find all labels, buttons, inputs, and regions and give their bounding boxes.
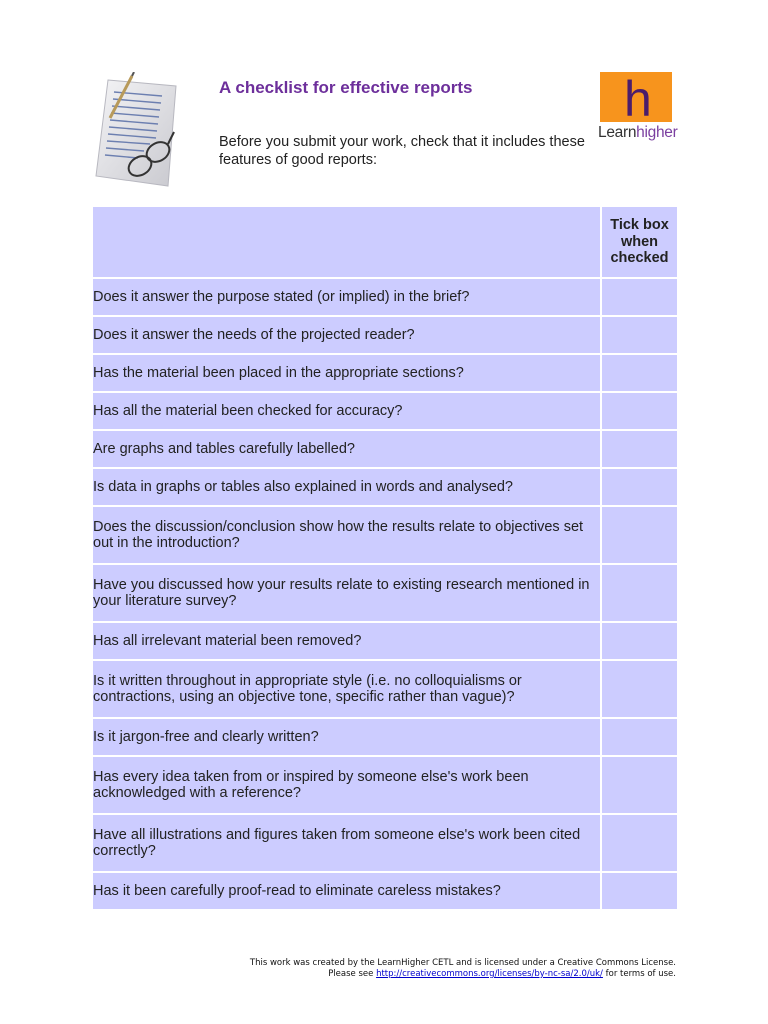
question-text: Have you discussed how your results relate to existing research mentioned in your literature survey?	[92, 564, 601, 622]
logo-box	[600, 72, 672, 122]
table-row	[92, 468, 678, 506]
logo-text-learn: Learn	[598, 124, 637, 141]
tick-box-header: Tick box when checked	[601, 206, 678, 278]
tick-box[interactable]	[601, 354, 678, 392]
tick-box[interactable]	[601, 756, 678, 814]
license-suffix: for terms of use.	[602, 969, 676, 979]
question-header-cell	[92, 206, 601, 278]
question-text: Is it jargon-free and clearly written?	[92, 718, 601, 756]
question-text: Are graphs and tables carefully labelled?	[92, 430, 601, 468]
checklist-paper-illustration	[88, 72, 200, 196]
table-row	[92, 756, 678, 814]
table-row	[92, 430, 678, 468]
logo-text-higher: higher	[636, 124, 678, 141]
tick-box[interactable]	[601, 872, 678, 910]
question-text: Has all the material been checked for accuracy?	[92, 392, 601, 430]
logo-wordmark	[598, 124, 677, 142]
tick-box[interactable]	[601, 660, 678, 718]
question-text: Does it answer the purpose stated (or implied) in the brief?	[92, 278, 601, 316]
learnhigher-logo	[598, 72, 678, 146]
tick-box[interactable]	[601, 506, 678, 564]
table-row	[92, 660, 678, 718]
intro-text: Before you submit your work, check that it includes these features of good reports:	[219, 134, 585, 168]
table-row	[92, 354, 678, 392]
license-link[interactable]: http://creativecommons.org/licenses/by-nc-sa/2.0/uk/	[376, 969, 603, 979]
table-row	[92, 392, 678, 430]
question-text: Has it been carefully proof-read to eliminate careless mistakes?	[92, 872, 601, 910]
question-text: Has every idea taken from or inspired by someone else's work been acknowledged with a reference?	[92, 756, 601, 814]
tick-box[interactable]	[601, 316, 678, 354]
logo-letter: h	[624, 72, 652, 122]
table-row	[92, 718, 678, 756]
tick-box[interactable]	[601, 430, 678, 468]
question-text: Have all illustrations and figures taken from someone else's work been cited correctly?	[92, 814, 601, 872]
license-line: This work was created by the LearnHigher CETL and is licensed under a Creative Commons License.	[249, 958, 676, 968]
page-title: A checklist for effective reports	[219, 78, 473, 97]
question-text: Is it written throughout in appropriate style (i.e. no colloquialisms or contractions, using an objective tone, specific rather than vague)?	[92, 660, 601, 718]
question-text: Has all irrelevant material been removed?	[92, 622, 601, 660]
question-text: Does the discussion/conclusion show how the results relate to objectives set out in the introduction?	[92, 506, 601, 564]
table-row	[92, 872, 678, 910]
tick-box[interactable]	[601, 564, 678, 622]
table-row	[92, 506, 678, 564]
tick-box[interactable]	[601, 278, 678, 316]
tick-box[interactable]	[601, 814, 678, 872]
question-text: Does it answer the needs of the projected reader?	[92, 316, 601, 354]
table-row	[92, 622, 678, 660]
license-line-2	[250, 969, 676, 980]
question-text: Is data in graphs or tables also explained in words and analysed?	[92, 468, 601, 506]
table-row	[92, 814, 678, 872]
table-row	[92, 564, 678, 622]
license-prefix: Please see	[328, 969, 377, 979]
tick-box[interactable]	[601, 622, 678, 660]
table-row	[92, 278, 678, 316]
table-row	[92, 316, 678, 354]
license-footer	[250, 958, 676, 980]
tick-box[interactable]	[601, 718, 678, 756]
question-text: Has the material been placed in the appropriate sections?	[92, 354, 601, 392]
tick-box[interactable]	[601, 392, 678, 430]
checklist-table	[91, 205, 679, 911]
tick-box[interactable]	[601, 468, 678, 506]
